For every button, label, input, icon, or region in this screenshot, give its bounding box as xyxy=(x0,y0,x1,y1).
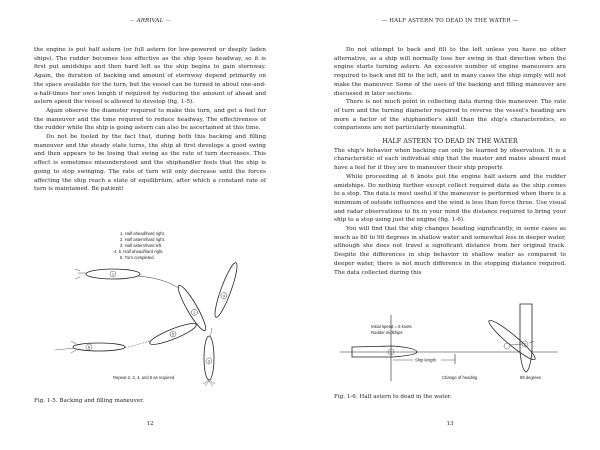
paragraph: The ship's behavior when backing can only be learned by observation. It is a characteristic of each individual ship that the master and mates aboard must have a feel for if they are to maneuver their ship properly. xyxy=(334,147,566,172)
running-head: — ARRIVAL — xyxy=(129,18,171,24)
ship-position-3 xyxy=(204,336,214,380)
right-page xyxy=(300,0,600,450)
label-change-of-heading: Change of heading xyxy=(442,375,478,380)
svg-text:5: 5 xyxy=(171,331,175,337)
label-initial-speed: Initial speed = 6 knots xyxy=(371,324,412,329)
svg-text:1: 1 xyxy=(389,349,393,355)
paragraph: There is not much point in collecting data during this maneuver. The rate of turn and the turning diameter required to reverse the vessel's heading are more a factor of the shiphandler's skill than the ship's characteristics, so comparisons are not particularly meaningful. xyxy=(334,99,566,132)
running-head: — HALF ASTERN TO DEAD IN THE WATER — xyxy=(381,18,519,24)
section-heading: HALF ASTERN TO DEAD IN THE WATER xyxy=(382,137,518,146)
page-number: 13 xyxy=(446,421,454,427)
wake-icon xyxy=(203,380,215,386)
svg-text:4: 4 xyxy=(222,293,226,299)
legend-item: 3. Half astern/hard left. xyxy=(120,243,163,248)
page-number: 12 xyxy=(146,421,154,427)
paragraph: Do not be fooled by the fact that, during both this backing and filling maneuver and the steady state turns, the ship at first develops a good swing and then appears to be losing that swing as the rate of turn decreases. This effect is sometimes misunderstood and the shiphandler feels that the ship is going to stop swinging. The rate of turn will only decrease until the forces affecting the ship reach a state of equilibrium, after which a constant rate of turn is maintained. Be patient! xyxy=(34,134,266,193)
ship-position-1 xyxy=(75,269,140,279)
svg-text:1: 1 xyxy=(111,271,115,277)
figure-half-astern xyxy=(300,310,600,390)
ship-position-4 xyxy=(211,261,240,319)
legend-item: 4, 5. Half ahead/hard right. xyxy=(114,249,164,254)
paragraph: You will find that the ship changes heading significantly, in some cases as much as 80 to 90 degrees in shallow water and somewhat less in deeper water, although she does not travel a significant distance from her original track. Despite the differences in ship behavior in shallow water as compared to deeper water, there is not much difference in the stopping distance required. The data collected during this xyxy=(334,226,566,276)
legend-item: 1. Half ahead/hard right. xyxy=(120,231,165,236)
figure-note: Repeat 2, 3, 4, and 5 as required. xyxy=(113,375,176,380)
ship-position-5 xyxy=(148,320,198,348)
label-degrees: 88 degrees xyxy=(520,375,541,380)
ship-position-2-angled xyxy=(486,317,538,363)
paragraph: the engine is put half astern (or full astern for low-powered or deeply laden ships). The rudder becomes less effective as the ship loses headway, so it is first put amidships and then hard left as the ship begins to gain sternway. Again, the duration of backing and amount of sternway depend primarily on the space available for the turn, but the vessel can be turned in about one-and-a-half-times her own length if required by reducing the amount of ahead and astern speed the vessel is allowed to develop (fig. 1-5). xyxy=(34,47,266,106)
svg-text:6: 6 xyxy=(87,344,91,350)
label-rudder: Rudder midships xyxy=(371,330,403,335)
svg-text:2: 2 xyxy=(193,309,196,315)
body-text xyxy=(34,46,266,194)
legend-item: 6. Turn completed. xyxy=(120,255,155,260)
ship-position-1 xyxy=(352,346,417,357)
figure-caption: Fig. 1-6. Half astern to dead in the water. xyxy=(334,394,452,400)
paragraph: Again observe the diameter required to make this turn, and get a feel for the maneuver and the time required to reduce headway. The effectiveness of the rudder while the ship is going astern can also be ascertained at this time. xyxy=(34,107,266,132)
paragraph: Do not attempt to back and fill to the left unless you have no other alternative, as a ship will normally lose her swing in that direction when the engine starts turning astern. An excessive number of engine maneuvers are required to back and fill to the left, and in many cases the ship simply will not make the maneuver. Some of the uses of the backing and filling maneuver are discussed in later sections. xyxy=(334,47,566,97)
ship-position-6 xyxy=(71,341,125,353)
figure-caption: Fig. 1-5. Backing and filling maneuver. xyxy=(34,398,144,404)
track-line xyxy=(55,348,75,350)
body-text xyxy=(334,46,566,277)
svg-text:3: 3 xyxy=(207,358,211,364)
legend-item: 2. Half astern/hard right. xyxy=(120,237,165,242)
track-line xyxy=(138,276,180,290)
paragraph: While proceeding at 6 knots put the engine half astern and the rudder amidships. Do nothing further except collect required data as the ship comes to a stop. The data is most useful if the maneuver is performed when there is a minimum of outside influences and the wind is less than force three. Use visual and radar observations to fix in your mind the distance required to bring your ship to a stop using just the engine (fig. 1-6). xyxy=(334,173,566,224)
svg-text:2: 2 xyxy=(523,341,527,347)
track-line xyxy=(125,341,150,348)
label-ship-length: Ship length xyxy=(415,357,436,363)
figure-backing-and-filling xyxy=(0,228,300,388)
